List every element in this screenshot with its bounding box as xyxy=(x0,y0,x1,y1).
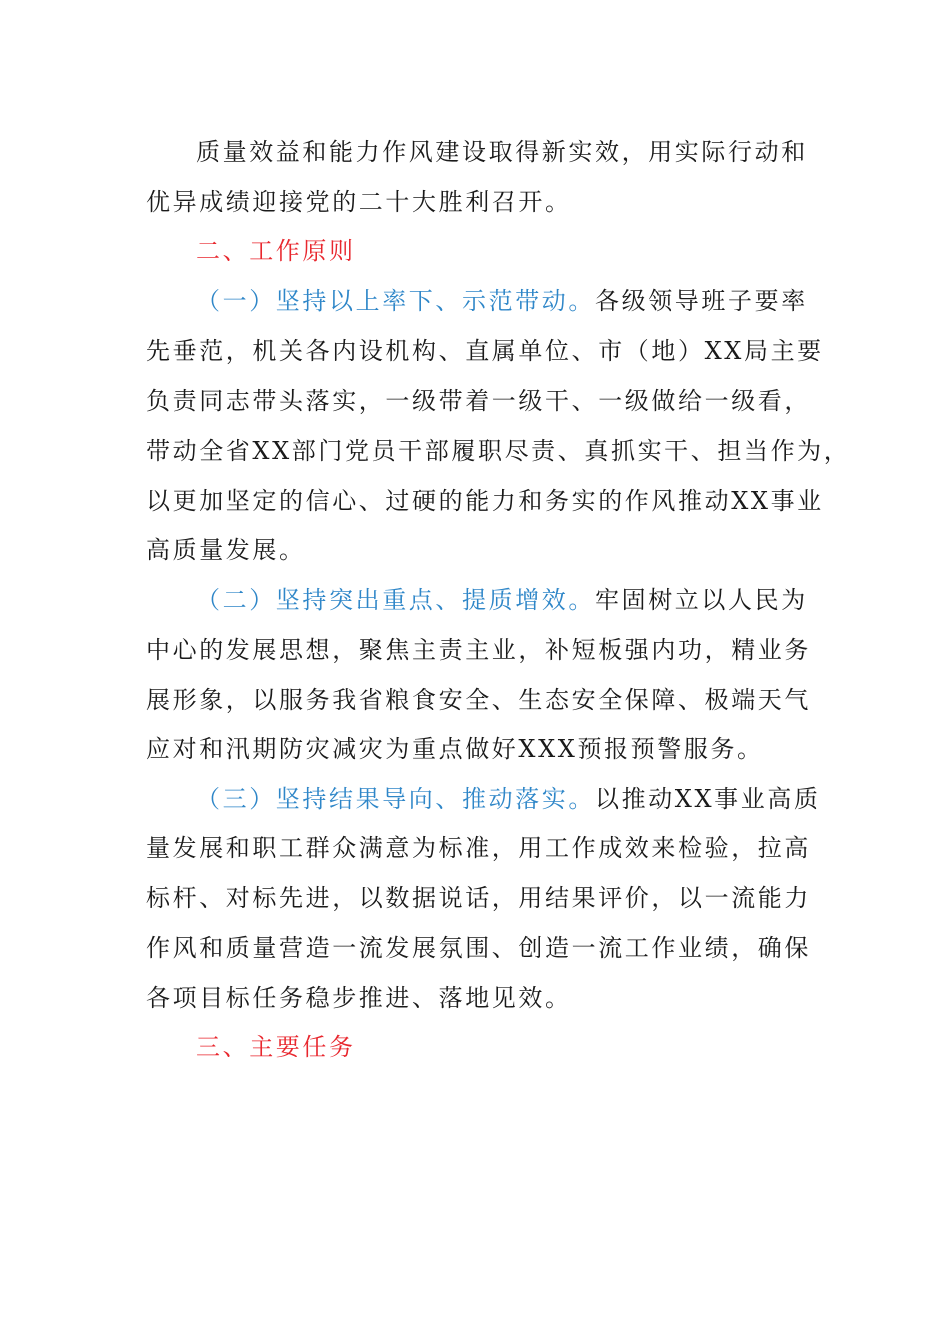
principle-1-text: 各级领导班子要率 xyxy=(595,287,808,315)
section-heading-main-tasks: 三、主要任务 xyxy=(196,1033,356,1061)
principle-1-line-4: 带动全省XX部门党员干部履职尽责、真抓实干、担当作为， xyxy=(146,437,851,465)
principle-3-line-4: 作风和质量营造一流发展氛围、创造一流工作业绩，确保 xyxy=(146,934,811,962)
section-heading-work-principles: 二、工作原则 xyxy=(196,237,356,265)
principle-1-line-1 xyxy=(196,283,808,319)
principle-2-line-4: 应对和汛期防灾减灾为重点做好XXX预报预警服务。 xyxy=(146,735,764,763)
principle-1-line-5: 以更加坚定的信心、过硬的能力和务实的作风推动XX事业 xyxy=(146,487,824,515)
principle-3-line-2: 量发展和职工群众满意为标准，用工作成效来检验，拉高 xyxy=(146,834,811,862)
principle-3-line-5: 各项目标任务稳步推进、落地见效。 xyxy=(146,984,572,1012)
principle-2-line-1 xyxy=(196,582,808,618)
principle-3-title: （三）坚持结果导向、推动落实。 xyxy=(196,785,595,813)
intro-line-1: 质量效益和能力作风建设取得新实效，用实际行动和 xyxy=(196,138,808,166)
intro-line-2: 优异成绩迎接党的二十大胜利召开。 xyxy=(146,188,572,216)
principle-2-line-3: 展形象，以服务我省粮食安全、生态安全保障、极端天气 xyxy=(146,686,811,714)
principle-1-line-6: 高质量发展。 xyxy=(146,536,306,564)
principle-2-line-2: 中心的发展思想，聚焦主责主业，补短板强内功，精业务 xyxy=(146,636,811,664)
principle-3-text: 以推动XX事业高质 xyxy=(595,785,821,813)
principle-3-line-1 xyxy=(196,781,821,817)
principle-1-line-2: 先垂范，机关各内设机构、直属单位、市（地）XX局主要 xyxy=(146,337,824,365)
principle-1-line-3: 负责同志带头落实，一级带着一级干、一级做给一级看， xyxy=(146,387,811,415)
principle-3-line-3: 标杆、对标先进，以数据说话，用结果评价，以一流能力 xyxy=(146,884,811,912)
principle-2-title: （二）坚持突出重点、提质增效。 xyxy=(196,586,595,614)
principle-1-title: （一）坚持以上率下、示范带动。 xyxy=(196,287,595,315)
principle-2-text: 牢固树立以人民为 xyxy=(595,586,808,614)
